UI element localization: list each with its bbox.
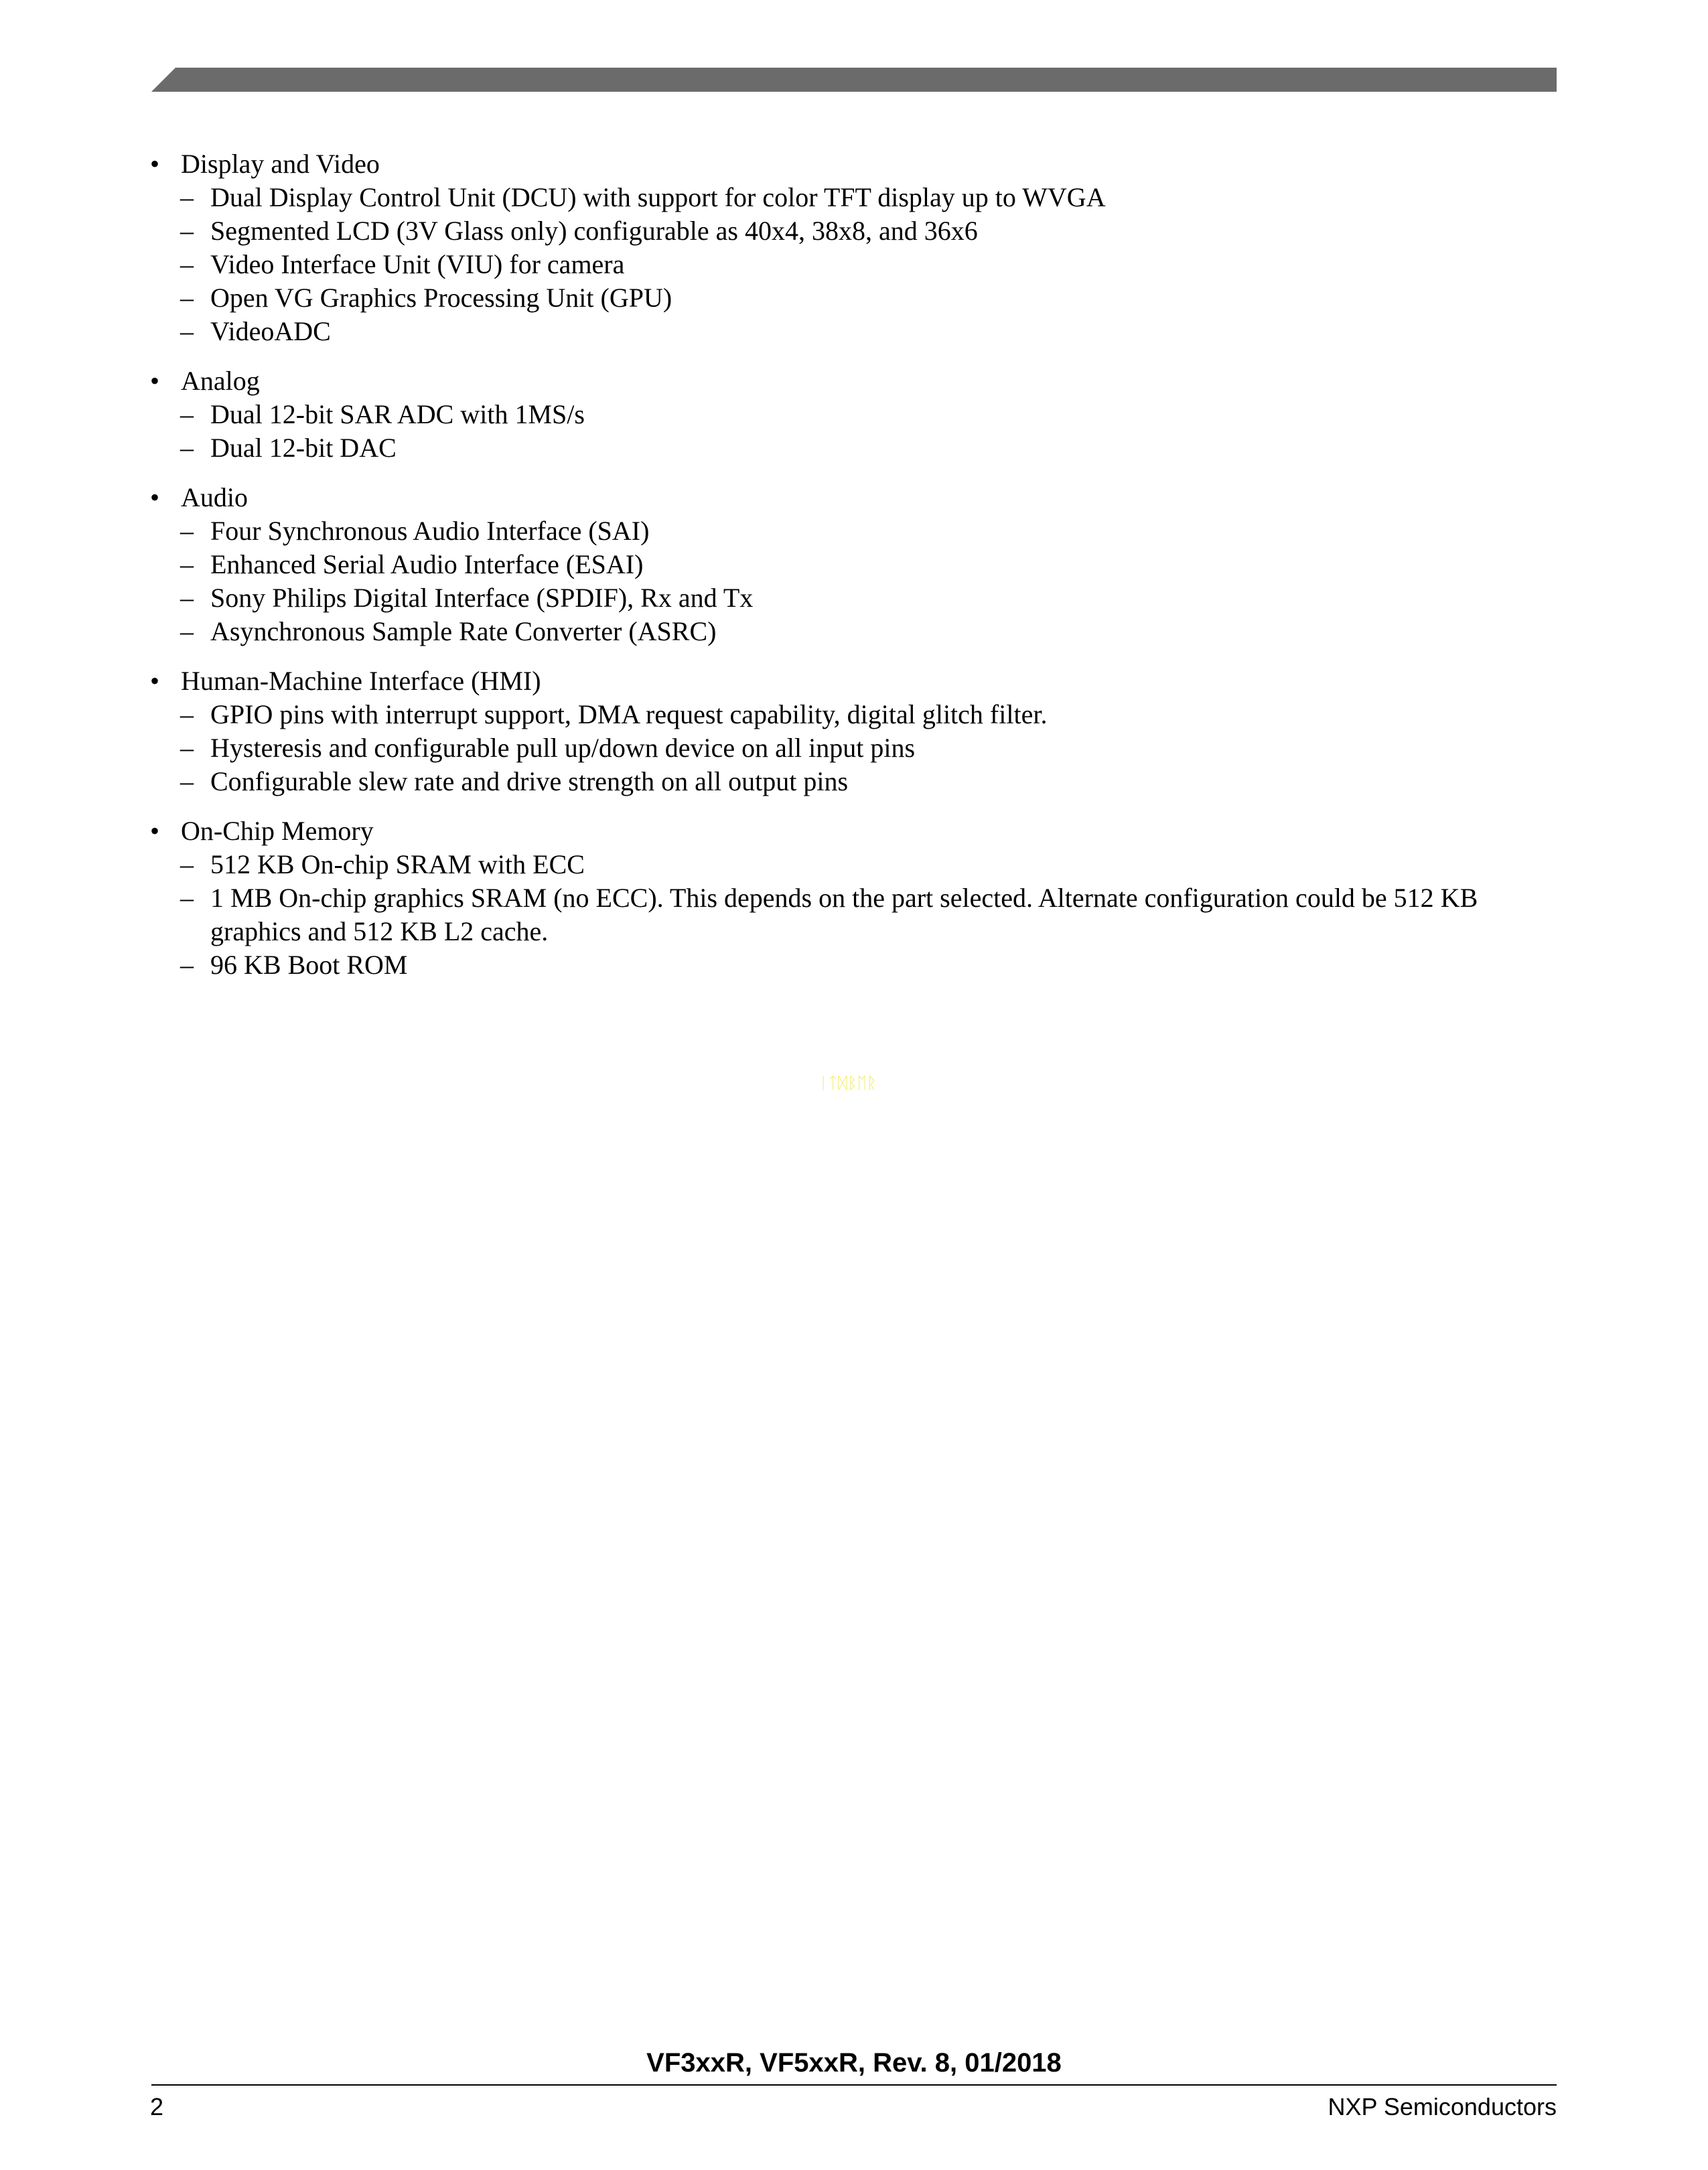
sub-item-text: Asynchronous Sample Rate Converter (ASRC) bbox=[210, 616, 717, 646]
company-name: NXP Semiconductors bbox=[1328, 2093, 1557, 2120]
section-title: Human-Machine Interface (HMI) bbox=[181, 666, 541, 696]
sub-item bbox=[150, 948, 1563, 982]
sub-list bbox=[150, 698, 1563, 798]
section-on-chip-memory bbox=[150, 814, 1563, 982]
dash-icon: – bbox=[180, 849, 194, 879]
sub-item-text: Open VG Graphics Processing Unit (GPU) bbox=[210, 283, 672, 313]
sub-item-text: Segmented LCD (3V Glass only) configurable as 40x4, 38x8, and 36x6 bbox=[210, 216, 978, 246]
dash-icon: – bbox=[180, 583, 194, 613]
dash-icon: – bbox=[180, 549, 194, 579]
section-hmi bbox=[150, 664, 1563, 798]
bullet-icon: • bbox=[150, 816, 160, 846]
dash-icon: – bbox=[180, 766, 194, 796]
sub-item-text: Dual Display Control Unit (DCU) with support for color TFT display up to WVGA bbox=[210, 182, 1106, 212]
sub-item bbox=[150, 431, 1563, 465]
dash-icon: – bbox=[180, 733, 194, 763]
page-number: 2 bbox=[150, 2093, 164, 2120]
sub-list bbox=[150, 848, 1563, 982]
sub-item-text: Hysteresis and configurable pull up/down device on all input pins bbox=[210, 733, 916, 763]
section-analog bbox=[150, 364, 1563, 465]
sub-item-text: Dual 12-bit SAR ADC with 1MS/s bbox=[210, 399, 585, 429]
sub-item-text: Video Interface Unit (VIU) for camera bbox=[210, 249, 625, 279]
sub-item bbox=[150, 848, 1563, 881]
sub-list bbox=[150, 514, 1563, 648]
sub-item-text: Configurable slew rate and drive strength on all output pins bbox=[210, 766, 849, 796]
section-title: On-Chip Memory bbox=[181, 816, 374, 846]
sub-item-text: 96 KB Boot ROM bbox=[210, 950, 408, 980]
watermark: ᛁᛏᛞᛒᛖᚱ bbox=[819, 1074, 877, 1092]
section-title: Analog bbox=[181, 366, 260, 396]
sub-item bbox=[150, 615, 1563, 648]
section-title: Audio bbox=[181, 482, 248, 512]
sub-item bbox=[150, 248, 1563, 281]
dash-icon: – bbox=[180, 249, 194, 279]
dash-icon: – bbox=[180, 883, 194, 913]
sub-item bbox=[150, 765, 1563, 798]
bullet-item bbox=[150, 664, 1563, 698]
section-audio bbox=[150, 481, 1563, 648]
sub-item bbox=[150, 581, 1563, 615]
sub-item bbox=[150, 698, 1563, 731]
dash-icon: – bbox=[180, 399, 194, 429]
sub-item bbox=[150, 181, 1563, 214]
dash-icon: – bbox=[180, 516, 194, 546]
sub-list bbox=[150, 181, 1563, 348]
dash-icon: – bbox=[180, 699, 194, 729]
sub-item-text: VideoADC bbox=[210, 316, 331, 346]
dash-icon: – bbox=[180, 950, 194, 980]
section-title: Display and Video bbox=[181, 149, 380, 179]
sub-item bbox=[150, 731, 1563, 765]
section-display-video bbox=[150, 147, 1563, 348]
sub-item bbox=[150, 514, 1563, 548]
dash-icon: – bbox=[180, 616, 194, 646]
dash-icon: – bbox=[180, 316, 194, 346]
sub-item-text: Dual 12-bit DAC bbox=[210, 433, 397, 463]
bullet-item bbox=[150, 814, 1563, 848]
sub-list bbox=[150, 398, 1563, 465]
feature-list bbox=[150, 147, 1563, 998]
footer-divider bbox=[151, 2084, 1557, 2086]
sub-item bbox=[150, 315, 1563, 348]
header-band bbox=[151, 68, 1557, 92]
sub-item-text: Enhanced Serial Audio Interface (ESAI) bbox=[210, 549, 644, 579]
sub-item bbox=[150, 548, 1563, 581]
bullet-icon: • bbox=[150, 482, 160, 512]
sub-item-text: GPIO pins with interrupt support, DMA request capability, digital glitch filter. bbox=[210, 699, 1048, 729]
sub-item-text: 512 KB On-chip SRAM with ECC bbox=[210, 849, 585, 879]
dash-icon: – bbox=[180, 433, 194, 463]
bullet-item bbox=[150, 364, 1563, 398]
dash-icon: – bbox=[180, 182, 194, 212]
footer-document-title: VF3xxR, VF5xxR, Rev. 8, 01/2018 bbox=[646, 2048, 1062, 2078]
sub-item-text: 1 MB On-chip graphics SRAM (no ECC). This depends on the part selected. Alternate configuration could be 512 KB graphics and 512 KB L2 cache. bbox=[210, 883, 1478, 946]
dash-icon: – bbox=[180, 283, 194, 313]
sub-item bbox=[150, 281, 1563, 315]
sub-item bbox=[150, 214, 1563, 248]
sub-item bbox=[150, 881, 1563, 948]
dash-icon: – bbox=[180, 216, 194, 246]
bullet-item bbox=[150, 481, 1563, 514]
bullet-item bbox=[150, 147, 1563, 181]
sub-item bbox=[150, 398, 1563, 431]
sub-item-text: Sony Philips Digital Interface (SPDIF), Rx and Tx bbox=[210, 583, 754, 613]
bullet-icon: • bbox=[150, 666, 160, 696]
bullet-icon: • bbox=[150, 366, 160, 396]
bullet-icon: • bbox=[150, 149, 160, 179]
sub-item-text: Four Synchronous Audio Interface (SAI) bbox=[210, 516, 650, 546]
